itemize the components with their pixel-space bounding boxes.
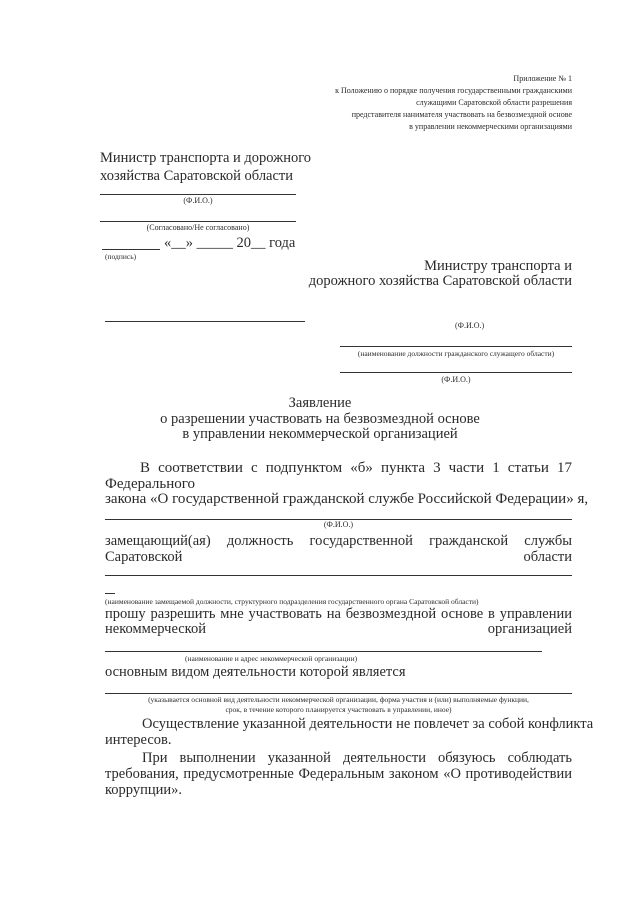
body-position-caption: (наименование замещаемой должности, структурного подразделения государственного органа Саратовской области)	[105, 597, 479, 606]
agree-underline	[100, 221, 296, 222]
minister-line-2: хозяйства Саратовской области	[100, 168, 294, 184]
fio-caption: (Ф.И.О.)	[183, 196, 213, 205]
appendix-number: Приложение № 1	[513, 74, 572, 83]
applicant-fio-underline	[340, 372, 572, 373]
paragraph-6-line-3: коррупции».	[105, 782, 183, 798]
fio-underline	[100, 194, 296, 195]
activity-caption-2: срок, в течение которого планируется участвовать в управлении, иное)	[225, 705, 452, 714]
appendix-line-1: к Положению о порядке получения государственными гражданскими	[335, 86, 572, 95]
paragraph-3-line-2-right: организацией	[487, 621, 572, 637]
signature-underline	[102, 249, 160, 250]
appendix-line-2: служащими Саратовской области разрешения	[416, 98, 572, 107]
activity-underline	[105, 693, 572, 694]
paragraph-1-line-2: Федерального	[105, 476, 196, 492]
paragraph-5-line-1: Осуществление указанной деятельности не повлечет за собой конфликта	[142, 716, 594, 732]
minister-line-1: Министр транспорта и дорожного	[100, 150, 312, 166]
paragraph-2-line-1: замещающий(ая) должность государственной гражданской службы	[105, 533, 572, 549]
addressee-line-2: дорожного хозяйства Саратовской области	[308, 273, 572, 289]
position-underline	[340, 346, 572, 347]
paragraph-2-line-2-left: Саратовской	[105, 549, 183, 565]
paragraph-3-line-2-left: некоммерческой	[105, 621, 206, 637]
body-fio-caption: (Ф.И.О.)	[323, 520, 354, 529]
position-short-dash	[105, 593, 115, 594]
paragraph-1-line-3: закона «О государственной гражданской службе Российской Федерации» я,	[105, 491, 589, 507]
addressee-fio-caption-2: (Ф.И.О.)	[441, 375, 471, 384]
paragraph-5-line-2: интересов.	[105, 732, 172, 748]
organization-underline	[105, 651, 542, 652]
paragraph-3-line-1: прошу разрешить мне участвовать на безвозмездной основе в управлении	[105, 606, 572, 622]
position-name-underline	[105, 575, 572, 576]
title-line-2: о разрешении участвовать на безвозмездной основе	[160, 411, 480, 427]
activity-caption-1: (указывается основной вид деятельности некоммерческой организации, форма участия и (или) выполняемые функции,	[148, 695, 529, 704]
agree-caption: (Согласовано/Не согласовано)	[146, 223, 250, 232]
addressee-fio-caption: (Ф.И.О.)	[455, 321, 485, 330]
appendix-line-3: представителя нанимателя участвовать на безвозмездной основе	[351, 110, 572, 119]
paragraph-6-line-1: При выполнении указанной деятельности обязуюсь соблюдать	[142, 750, 572, 766]
paragraph-1-line-1: В соответствии с подпунктом «б» пункта 3 части 1 статьи 17	[140, 460, 572, 476]
signature-caption: (подпись)	[105, 252, 137, 261]
paragraph-6-line-2: требования, предусмотренные Федеральным законом «О противодействии	[105, 766, 572, 782]
title-line-1: Заявление	[288, 395, 352, 411]
addressee-line-1: Министру транспорта и	[424, 258, 572, 274]
addressee-position-caption: (наименование должности гражданского служащего области)	[357, 349, 555, 358]
appendix-line-4: в управлении некоммерческими организациями	[409, 122, 572, 131]
addressee-left-underline	[105, 321, 305, 322]
paragraph-4: основным видом деятельности которой является	[105, 664, 406, 680]
title-line-3: в управлении некоммерческой организацией	[182, 426, 458, 442]
paragraph-2-line-2-right: области	[523, 549, 572, 565]
approval-date: «__» _____ 20__ года	[164, 235, 296, 251]
organization-caption: (наименование и адрес некоммерческой организации)	[185, 654, 358, 663]
